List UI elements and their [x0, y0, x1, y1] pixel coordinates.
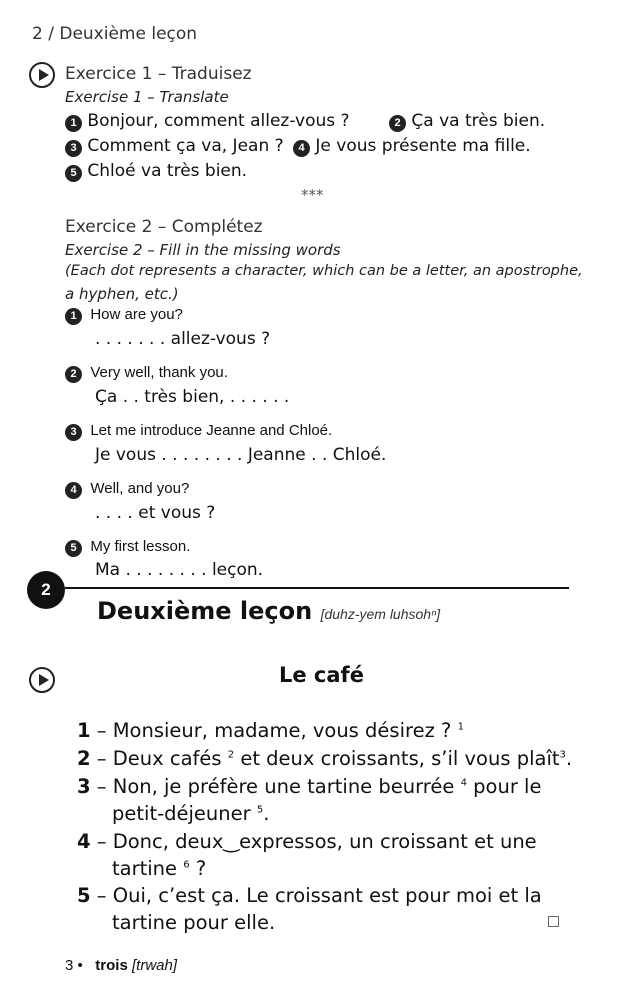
- exercise2-item-1-prompt: [65, 306, 183, 325]
- number-badge: 2: [65, 366, 82, 383]
- line-number: 5: [77, 884, 91, 907]
- footnote-marker: 6: [183, 859, 190, 871]
- number-badge: 5: [65, 165, 82, 182]
- exercise1-line-2b: [293, 136, 531, 157]
- exercise2-item-2-blank: Ça . . très bien, . . . . . .: [95, 387, 290, 407]
- exercise2-note-line1: (Each dot represents a character, which can be a letter, an apostrophe,: [65, 263, 583, 279]
- exercise1-line-1b: [389, 111, 545, 132]
- play-dialogue-icon[interactable]: [29, 667, 55, 693]
- dialogue-line-3: 3 – Non, je préfère une tartine beurrée $^4$ pour le: [77, 775, 542, 798]
- line-number: 2: [77, 747, 91, 770]
- number-badge: 4: [65, 482, 82, 499]
- number-badge: 3: [65, 140, 82, 157]
- line-text: Monsieur, madame, vous désirez ?: [112, 719, 452, 742]
- number-badge: 3: [65, 424, 82, 441]
- exercise2-item-2-prompt: [65, 364, 228, 383]
- english-prompt: My first lesson.: [90, 538, 191, 555]
- exercise2-item-3-prompt: [65, 422, 332, 441]
- line-text: Non, je préfère une tartine beurrée: [112, 775, 455, 798]
- lesson-title-text: Deuxième leçon: [97, 597, 313, 625]
- footer-bullet: •: [77, 957, 83, 974]
- dialogue-line-3-cont: [112, 802, 269, 825]
- exercise2-item-4-prompt: [65, 480, 189, 499]
- sentence: Comment ça va, Jean ?: [87, 136, 284, 156]
- number-badge: 1: [65, 308, 82, 325]
- line-text: Donc, deux‿expressos, un croissant et une: [112, 830, 537, 853]
- page-word: trois: [95, 957, 128, 974]
- line-text: .: [565, 747, 573, 770]
- line-text: petit-déjeuner: [112, 802, 251, 825]
- number-badge: 4: [293, 140, 310, 157]
- dialogue-line-4: 4 – Donc, deux‿expressos, un croissant et une: [77, 830, 537, 853]
- dialogue-line-5: 5 – Oui, c’est ça. Le croissant est pour moi et la: [77, 884, 542, 907]
- exercise1-subtitle: Exercise 1 – Translate: [65, 88, 229, 106]
- dialogue-line-4-cont: [112, 857, 206, 880]
- number-badge: 1: [65, 115, 82, 132]
- page-number: 3: [65, 957, 74, 974]
- english-prompt: Well, and you?: [90, 480, 190, 497]
- exercise2-item-1-blank: . . . . . . . allez-vous ?: [95, 329, 271, 349]
- running-header: 2 / Deuxième leçon: [32, 24, 198, 44]
- exercise1-line-2: [65, 136, 284, 157]
- exercise2-note-line2: a hyphen, etc.): [65, 285, 179, 303]
- exercise1-line-1: [65, 111, 350, 132]
- dialogue-line-2: 2 – Deux cafés $^2$ et deux croissants, s’il vous plaît$^3$.: [77, 747, 573, 770]
- line-number: 4: [77, 830, 91, 853]
- line-text: Oui, c’est ça. Le croissant est pour moi et la: [112, 884, 542, 907]
- line-text: et deux croissants, s’il vous plaît: [240, 747, 560, 770]
- dialogue-line-5-cont: tartine pour elle.: [112, 911, 276, 934]
- number-badge: 2: [389, 115, 406, 132]
- exercise2-subtitle: Exercise 2 – Fill in the missing words: [65, 241, 341, 259]
- dialogue-title: Le café: [279, 663, 364, 687]
- sentence: Je vous présente ma fille.: [315, 136, 531, 156]
- dialogue-line-1: 1 – Monsieur, madame, vous désirez ? $^1$: [77, 719, 464, 742]
- line-number: 1: [77, 719, 91, 742]
- line-number: 3: [77, 775, 91, 798]
- page-word-pronunciation: [trwah]: [131, 957, 177, 974]
- number-badge: 5: [65, 540, 82, 557]
- footnote-marker: 3: [559, 749, 566, 761]
- exercise1-line-3: [65, 161, 247, 182]
- lesson-title: [97, 597, 440, 625]
- footnote-marker: 4: [460, 777, 467, 789]
- play-audio-icon[interactable]: [29, 62, 55, 88]
- lesson-number-badge: 2: [27, 571, 65, 609]
- page-footer: [65, 957, 177, 974]
- footnote-marker: 1: [457, 721, 464, 733]
- sentence: Bonjour, comment allez-vous ?: [87, 111, 350, 131]
- line-text: Deux cafés: [112, 747, 222, 770]
- line-text: pour le: [473, 775, 542, 798]
- line-text: tartine: [112, 857, 178, 880]
- lesson-divider: [65, 587, 569, 589]
- footnote-marker: 5: [256, 804, 264, 816]
- section-separator: ***: [301, 186, 324, 204]
- english-prompt: Let me introduce Jeanne and Chloé.: [90, 422, 333, 439]
- line-text: ?: [195, 857, 207, 880]
- english-prompt: Very well, thank you.: [90, 364, 228, 381]
- sentence: Chloé va très bien.: [87, 161, 248, 181]
- exercise2-item-5-prompt: [65, 538, 190, 557]
- lesson-pronunciation: [duhz-yem luhsohⁿ]: [320, 606, 441, 622]
- exercise2-item-4-blank: . . . . et vous ?: [95, 503, 216, 523]
- sentence: Ça va très bien.: [411, 111, 546, 131]
- exercise2-item-3-blank: Je vous . . . . . . . . Jeanne . . Chloé.: [95, 445, 387, 465]
- english-prompt: How are you?: [90, 306, 183, 323]
- exercise2-title: Exercice 2 – Complétez: [65, 217, 263, 237]
- exercise1-title: Exercice 1 – Traduisez: [65, 64, 252, 84]
- footnote-marker: 2: [227, 749, 235, 761]
- end-of-dialogue-marker: [548, 916, 559, 927]
- line-text: .: [263, 802, 270, 825]
- exercise2-item-5-blank: Ma . . . . . . . . leçon.: [95, 560, 264, 580]
